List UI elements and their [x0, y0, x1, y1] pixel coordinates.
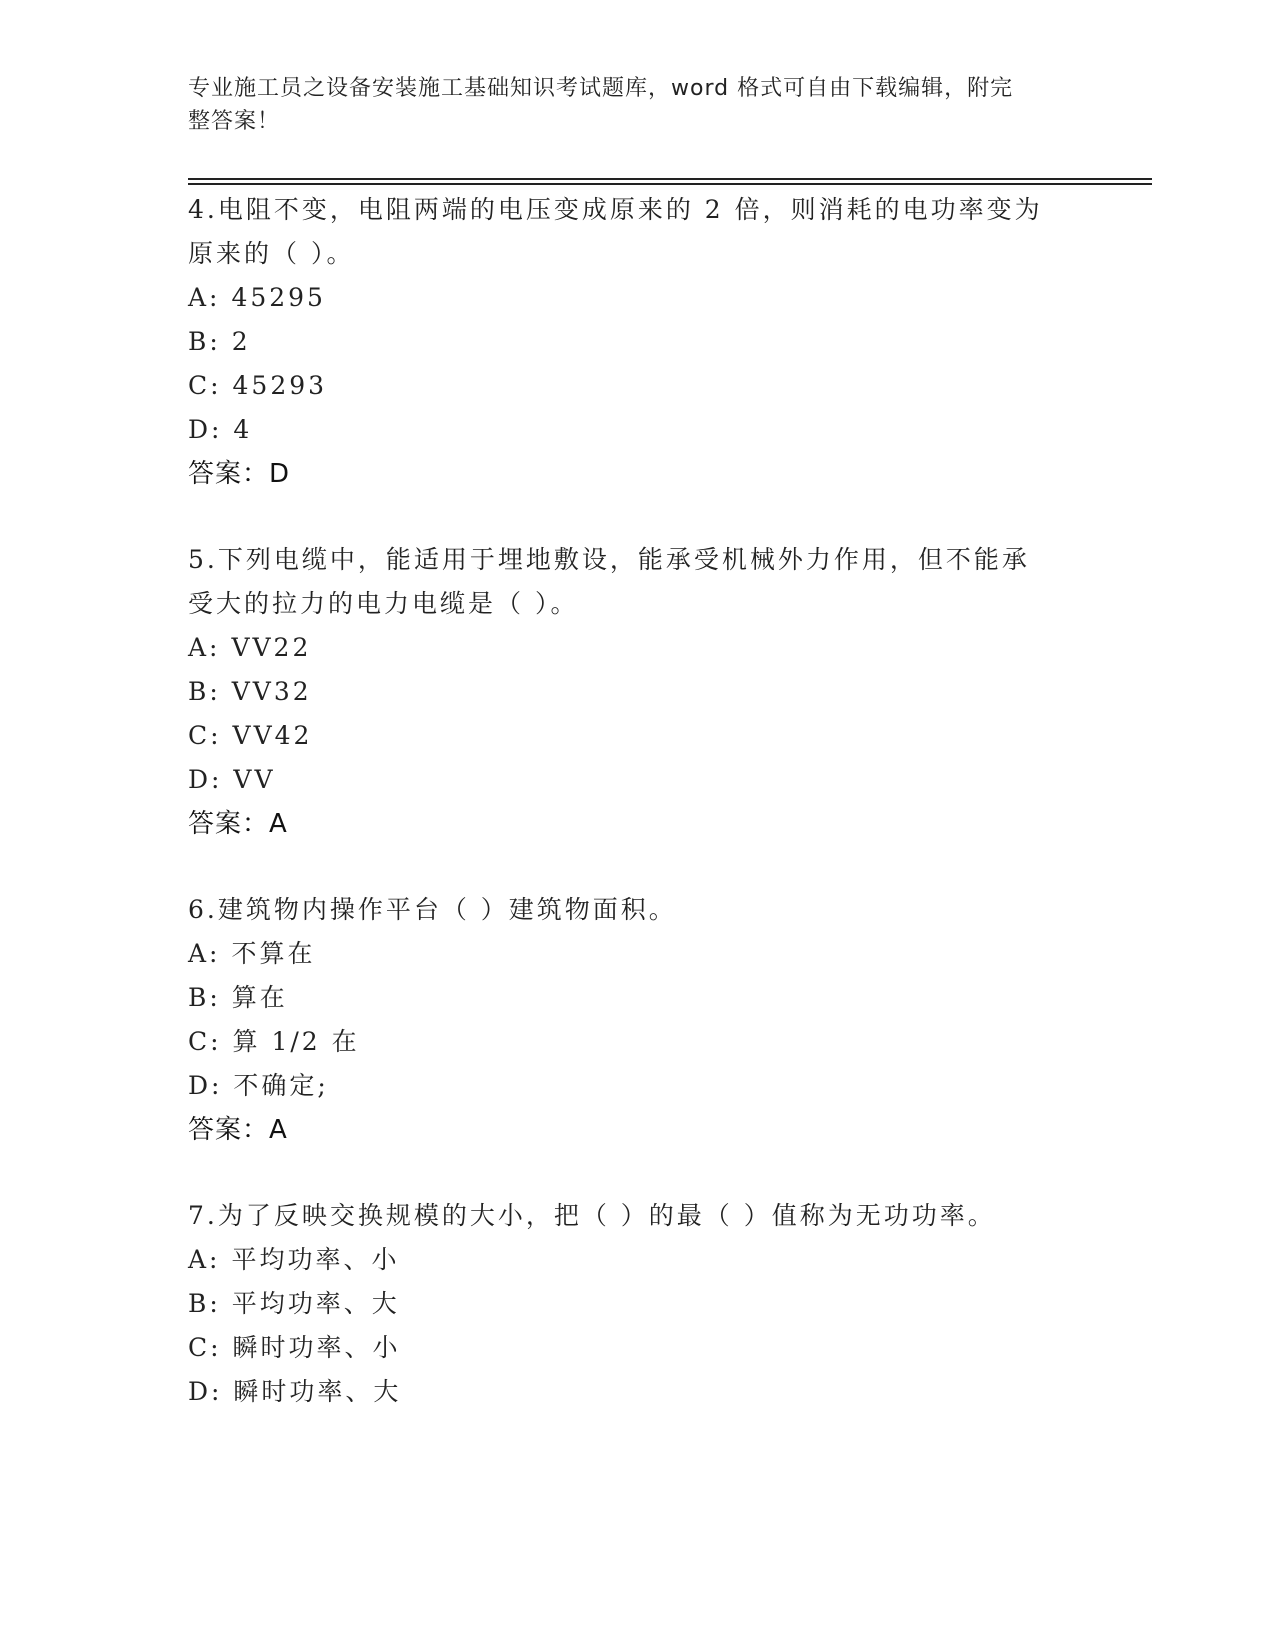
- question-4-line-1: 4.电阻不变，电阻两端的电压变成原来的 2 倍，则消耗的电功率变为: [188, 195, 1043, 224]
- header-line-2: 整答案！: [188, 109, 281, 134]
- question-6-option-d: [188, 1064, 1068, 1108]
- question-7-option-b: [188, 1282, 1068, 1326]
- header-divider-top: [188, 178, 1152, 180]
- question-5-option-b: [188, 670, 1068, 714]
- question-4-option-b: [188, 320, 1068, 364]
- option-letter: C:: [188, 371, 222, 400]
- question-6-option-a: [188, 932, 1068, 976]
- question-7-line-1: 7.为了反映交换规模的大小，把（ ）的最（ ）值称为无功功率。: [188, 1201, 996, 1230]
- option-letter: A:: [188, 1245, 221, 1274]
- option-letter: A:: [188, 633, 221, 662]
- question-5-option-c: [188, 714, 1068, 758]
- question-6-option-b: [188, 976, 1068, 1020]
- option-text: 不确定;: [233, 1071, 329, 1100]
- option-text: VV22: [231, 633, 312, 662]
- question-4-line-2: 原来的（ ）。: [188, 239, 355, 268]
- option-text: 45295: [231, 283, 326, 312]
- option-letter: B:: [188, 327, 221, 356]
- question-7-option-c: [188, 1326, 1068, 1370]
- question-4-answer: 答案：D: [188, 459, 291, 489]
- option-text: 平均功率、大: [231, 1289, 400, 1318]
- question-5-option-d: [188, 758, 1068, 802]
- option-letter: D:: [188, 765, 223, 794]
- option-text: VV32: [231, 677, 312, 706]
- document-header: [188, 72, 1068, 138]
- question-5-option-a: [188, 626, 1068, 670]
- option-letter: A:: [188, 283, 221, 312]
- option-letter: D:: [188, 1071, 223, 1100]
- option-letter: C:: [188, 721, 222, 750]
- option-text: 45293: [232, 371, 328, 400]
- option-letter: B:: [188, 983, 221, 1012]
- question-5-answer: 答案：A: [188, 809, 288, 839]
- option-text: 瞬时功率、大: [233, 1377, 402, 1406]
- question-6-line-1: 6.建筑物内操作平台（ ）建筑物面积。: [188, 895, 677, 924]
- option-text: 4: [233, 415, 253, 444]
- option-text: VV42: [232, 721, 313, 750]
- option-letter: B:: [188, 677, 221, 706]
- question-6-answer: 答案：A: [188, 1115, 288, 1145]
- option-letter: A:: [188, 939, 221, 968]
- option-text: 不算在: [231, 939, 316, 968]
- question-6-option-c: [188, 1020, 1068, 1064]
- option-text: 平均功率、小: [231, 1245, 400, 1274]
- option-text: 2: [231, 327, 251, 356]
- question-4-option-a: [188, 276, 1068, 320]
- option-letter: D:: [188, 415, 223, 444]
- option-text: 瞬时功率、小: [232, 1333, 401, 1362]
- option-letter: D:: [188, 1377, 223, 1406]
- option-letter: C:: [188, 1333, 222, 1362]
- question-5-line-1: 5.下列电缆中，能适用于埋地敷设，能承受机械外力作用，但不能承: [188, 545, 1030, 574]
- option-text: VV: [233, 765, 276, 794]
- question-7-option-d: [188, 1370, 1068, 1414]
- question-4-option-c: [188, 364, 1068, 408]
- option-letter: B:: [188, 1289, 221, 1318]
- header-divider-bottom: [188, 183, 1152, 185]
- header-line-1: 专业施工员之设备安装施工基础知识考试题库，word 格式可自由下载编辑，附完: [188, 76, 1014, 101]
- question-4-option-d: [188, 408, 1068, 452]
- option-letter: C:: [188, 1027, 222, 1056]
- question-5-line-2: 受大的拉力的电力电缆是（ ）。: [188, 589, 579, 618]
- option-text: 算 1/2 在: [232, 1027, 360, 1056]
- option-text: 算在: [231, 983, 288, 1012]
- question-7-option-a: [188, 1238, 1068, 1282]
